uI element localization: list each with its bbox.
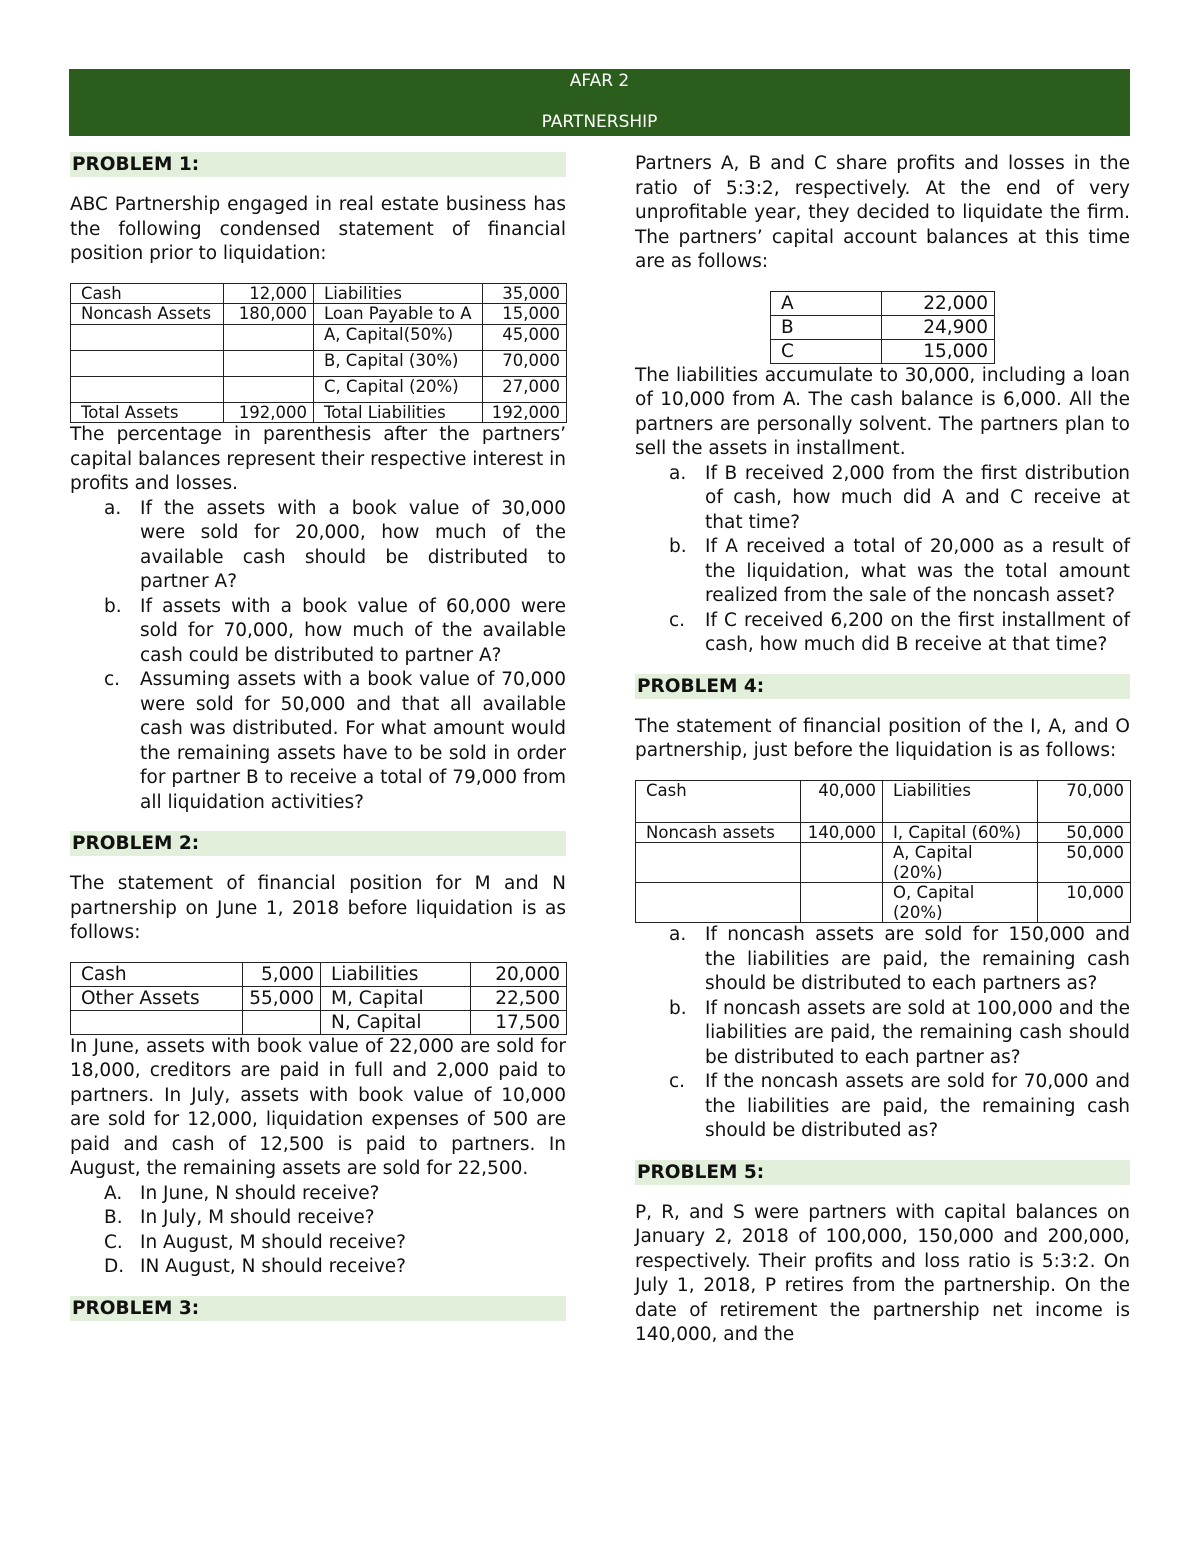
table-row: O, Capital (20%) 10,000 bbox=[636, 883, 1131, 923]
problem-3-capital-table bbox=[770, 291, 995, 364]
table-row: A, Capital (20%) 50,000 bbox=[636, 843, 1131, 883]
list-item: b. If assets with a book value of 60,000 were sold for 70,000, how much of the available cash could be distributed to partner A? bbox=[104, 595, 566, 666]
table-row: A 22,000 bbox=[771, 291, 995, 315]
problem-3-intro: Partners A, B and C share profits and losses in the ratio of 5:3:2, respectively. At the end of very unprofitable year, they decided to liquidate the firm. The partners’ capital account balances at this time are as follows: bbox=[635, 153, 1130, 272]
table-row: Cash 40,000 Liabilities 70,000 bbox=[636, 780, 1131, 822]
list-item: D. IN August, N should receive? bbox=[104, 1256, 406, 1277]
list-item: A. In June, N should receive? bbox=[104, 1182, 380, 1204]
list-item: c. If C received 6,200 on the first installment of cash, how much did B receive at that time? bbox=[669, 609, 1130, 655]
table-row: C 15,000 bbox=[771, 339, 995, 363]
list-item: a. If the assets with a book value of 30,000 were sold for 20,000, how much of the available cash should be distributed to partner A? bbox=[104, 497, 566, 592]
list-item: c. If the noncash assets are sold for 70,000 and the liabilities are paid, the remaining cash should be distributed as? bbox=[669, 1071, 1130, 1141]
problem-5-intro: P, R, and S were partners with capital balances on January 2, 2018 of 100,000, 150,000 and 200,000, respectively. Their profits and loss ratio is 5:3:2. On July 1, 2018, P retires from the partnership. On the date of retirement the partnership net income is 140,000, and the bbox=[635, 1201, 1130, 1345]
problem-2-questions bbox=[70, 1182, 566, 1280]
problem-1-header: PROBLEM 1: bbox=[70, 152, 566, 177]
list-item: B. In July, M should receive? bbox=[104, 1207, 375, 1228]
problem-4-header: PROBLEM 4: bbox=[635, 674, 1130, 699]
problem-4-intro: The statement of financial position of the I, A, and O partnership, just before the liquidation is as follows: bbox=[635, 715, 1130, 761]
table-row: Other Assets 55,000 M, Capital 22,500 bbox=[71, 986, 567, 1010]
list-item: b. If noncash assets are sold at 100,000 and the liabilities are paid, the remaining cash should be distributed to each partner as? bbox=[669, 997, 1130, 1068]
problem-4-balance-sheet bbox=[635, 780, 1131, 924]
list-item: a. If noncash assets are sold for 150,000 and the liabilities are paid, the remaining cash should be distributed to each partners as? bbox=[669, 924, 1130, 994]
table-row: Total Assets 192,000 Total Liabilities 192,000 bbox=[71, 402, 567, 423]
table-row: Cash 5,000 Liabilities 20,000 bbox=[71, 962, 567, 986]
problem-2-balance-sheet bbox=[70, 962, 567, 1035]
problem-1-intro: ABC Partnership engaged in real estate business has the following condensed statement of financial position prior to liquidation: bbox=[70, 194, 566, 264]
topic-title: PARTNERSHIP bbox=[541, 112, 658, 132]
table-row: C, Capital (20%) 27,000 bbox=[71, 376, 567, 402]
table-row: Noncash Assets 180,000 Loan Payable to A 15,000 bbox=[71, 304, 567, 325]
list-item: b. If A received a total of 20,000 as a result of the liquidation, what was the total amount realized from the sale of the noncash asset? bbox=[669, 536, 1130, 606]
problem-3-body: The liabilities accumulate to 30,000, including a loan of 10,000 from A. The cash balance is 6,000. All the partners are personally solvent. The partners plan to sell the assets in installment. bbox=[635, 364, 1130, 459]
course-title: AFAR 2 bbox=[569, 71, 630, 91]
title-banner bbox=[69, 69, 1130, 136]
table-row: B 24,900 bbox=[771, 315, 995, 339]
problem-2-header: PROBLEM 2: bbox=[70, 831, 566, 856]
problem-3-questions bbox=[635, 462, 1130, 658]
table-row: Cash 12,000 Liabilities 35,000 bbox=[71, 283, 567, 304]
problem-5-header: PROBLEM 5: bbox=[635, 1160, 1130, 1185]
table-row: A, Capital(50%) 45,000 bbox=[71, 324, 567, 350]
table-row: N, Capital 17,500 bbox=[71, 1010, 567, 1034]
problem-1-questions bbox=[70, 497, 566, 816]
table-row: B, Capital (30%) 70,000 bbox=[71, 350, 567, 376]
list-item: C. In August, M should receive? bbox=[104, 1231, 407, 1253]
table-row: Noncash assets 140,000 I, Capital (60%) 50,000 bbox=[636, 822, 1131, 843]
problem-1-balance-sheet bbox=[70, 283, 567, 424]
problem-2-intro: The statement of financial position for M and N partnership on June 1, 2018 before liquidation is as follows: bbox=[70, 873, 566, 943]
right-column bbox=[635, 152, 1130, 1348]
problem-3-header: PROBLEM 3: bbox=[70, 1296, 566, 1321]
problem-1-note: The percentage in parenthesis after the partners’ capital balances represent their respective interest in profits and losses. bbox=[70, 424, 566, 494]
list-item: c. Assuming assets with a book value of 70,000 were sold for 50,000 and that all available cash was distributed. For what amount would the remaining assets have to be sold in order for partner B to receive a total of 79,000 from all liquidation activities? bbox=[104, 669, 566, 813]
problem-2-body: In June, assets with book value of 22,000 are sold for 18,000, creditors are paid in full and 2,000 paid to partners. In July, assets with book value of 10,000 are sold for 12,000, liquidation expenses of 500 are paid and cash of 12,500 is paid to partners. In August, the remaining assets are sold for 22,500. bbox=[70, 1035, 566, 1179]
list-item: a. If B received 2,000 from the first distribution of cash, how much did A and C receive at that time? bbox=[669, 462, 1130, 533]
left-column bbox=[70, 152, 566, 1321]
problem-4-questions bbox=[635, 923, 1130, 1144]
